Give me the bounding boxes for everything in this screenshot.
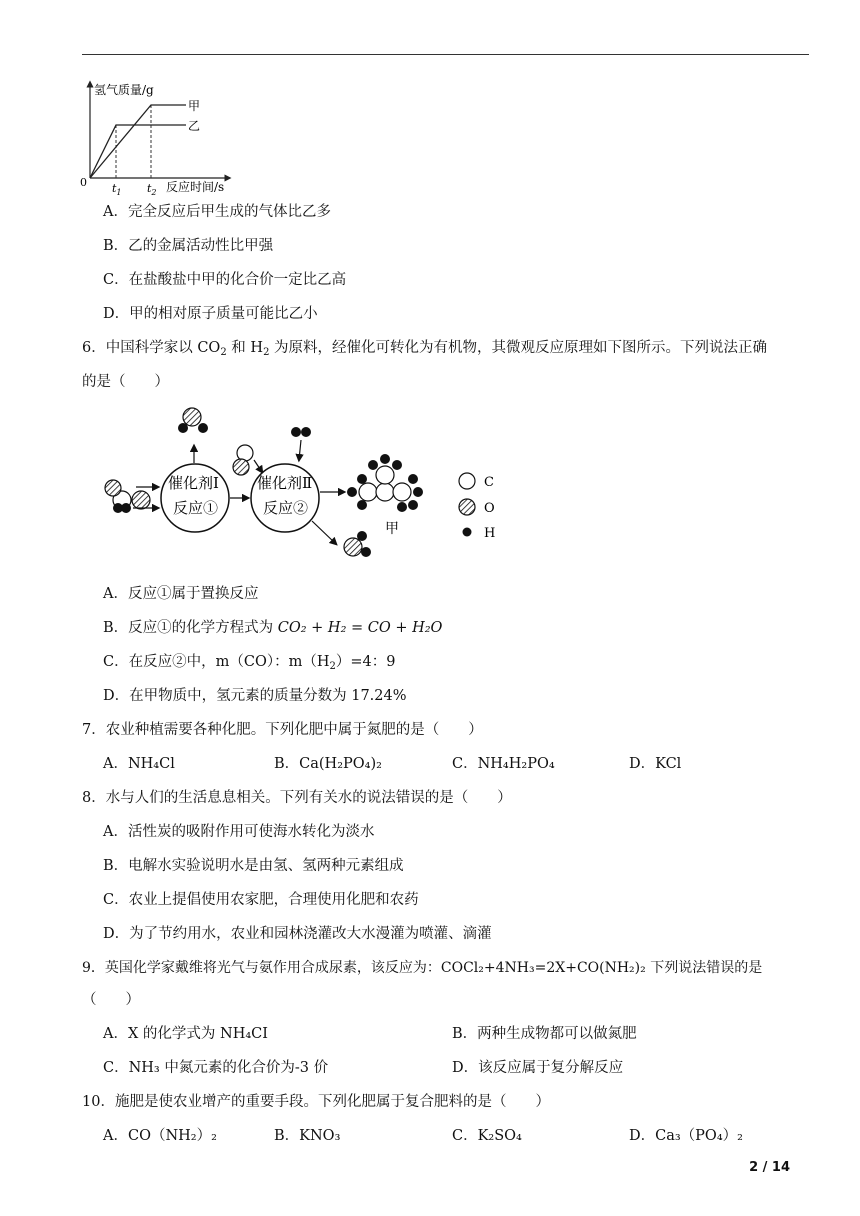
q7-option-b: B．Ca(H₂PO₄)₂ <box>274 756 382 772</box>
series-jia-label: 甲 <box>188 99 201 113</box>
q9-stem: 9．英国化学家戴维将光气与氨作用合成尿素，该反应为：COCl₂+4NH₃=2X+CO(NH₂)₂ 下列说法错误的是 <box>82 960 763 976</box>
q8-option-c: C．农业上提倡使用农家肥，合理使用化肥和农药 <box>103 892 419 908</box>
graph-origin: 0 <box>80 176 87 189</box>
product-molecule <box>347 454 423 512</box>
page-number: 2 / 14 <box>749 1160 790 1175</box>
graph-ylabel: 氢气质量/g <box>94 83 154 97</box>
h2-molecule-top <box>291 427 311 437</box>
co-intermediate <box>233 445 253 475</box>
co2-second <box>105 480 121 496</box>
q5-option-b: B．乙的金属活动性比甲强 <box>103 238 274 254</box>
q6-option-b-equation: CO₂ + H₂ = CO + H₂O <box>277 620 443 636</box>
series-jia-line <box>90 105 186 178</box>
reaction-1-label: 反应① <box>173 499 219 517</box>
q10-option-d: D．Ca₃（PO₄）₂ <box>629 1128 743 1144</box>
q5-option-d: D．甲的相对原子质量可能比乙小 <box>103 306 318 322</box>
product-label: 甲 <box>385 521 399 537</box>
q8-stem: 8．水与人们的生活息息相关。下列有关水的说法错误的是（ ） <box>82 790 512 806</box>
q6-option-d: D．在甲物质中，氢元素的质量分数为 17.24% <box>103 688 407 704</box>
q8-option-a: A．活性炭的吸附作用可使海水转化为淡水 <box>103 824 375 840</box>
series-yi-line <box>90 125 186 178</box>
catalyst-1-label: 催化剂Ⅰ <box>168 474 219 492</box>
q6-option-c: C．在反应②中，m（CO）：$m(H_2)=4$：9 <box>103 654 396 672</box>
q10-option-a: A．CO（NH₂）₂ <box>103 1128 217 1144</box>
legend-o-label: O <box>484 501 495 516</box>
q9-option-a: A．X 的化学式为 NH₄CI <box>103 1026 268 1042</box>
legend-h-swatch <box>463 528 472 537</box>
q8-option-d: D．为了节约用水，农业和园林浇灌改大水漫灌为喷灌、滴灌 <box>103 926 492 942</box>
t1-label: $t_1$ <box>112 182 122 197</box>
q7-option-d: D．KCl <box>629 756 682 772</box>
q10-option-c: C．K₂SO₄ <box>452 1128 522 1144</box>
graph-xlabel: 反应时间/s <box>166 180 225 194</box>
q7-option-a: A．NH₄Cl <box>103 756 175 772</box>
catalyst-2-label: 催化剂Ⅱ <box>257 474 313 492</box>
q6-stem-line2: 的是（ ） <box>82 374 169 390</box>
q9-option-b: B．两种生成物都可以做氮肥 <box>452 1026 637 1042</box>
q6-option-a: A．反应①属于置换反应 <box>103 586 259 602</box>
q7-stem: 7．农业种植需要各种化肥。下列化肥中属于氮肥的是（ ） <box>82 722 483 738</box>
q10-stem: 10．施肥是使农业增产的重要手段。下列化肥属于复合肥料的是（ ） <box>82 1094 550 1110</box>
reaction-mechanism-diagram <box>100 402 520 574</box>
t2-label: $t_2$ <box>147 182 157 197</box>
q10-option-b: B．KNO₃ <box>274 1128 341 1144</box>
header-rule <box>82 54 809 55</box>
hydrogen-mass-graph <box>78 78 248 198</box>
h2o-molecule-top <box>178 408 208 433</box>
q6-option-b: B．反应①的化学方程式为 CO₂ + H₂ = CO + H₂O <box>103 620 443 636</box>
q9-stem-line2: （ ） <box>82 992 140 1008</box>
legend-c-swatch <box>459 473 475 489</box>
q7-option-c: C．NH₄H₂PO₄ <box>452 756 555 772</box>
series-yi-label: 乙 <box>188 119 201 133</box>
q8-option-b: B．电解水实验说明水是由氢、氢两种元素组成 <box>103 858 404 874</box>
q5-option-c: C．在盐酸盐中甲的化合价一定比乙高 <box>103 272 347 288</box>
legend-h-label: H <box>484 526 496 541</box>
reaction-2-label: 反应② <box>263 499 309 517</box>
q6-stem-line1: 6．中国科学家以 $CO_2$ 和 $H_2$ 为原料，经催化可转化为有机物，其微观反应原理如下图所示。下列说法正确 <box>82 340 768 358</box>
legend-c-label: C <box>484 475 494 490</box>
h2o-molecule-bottom <box>344 531 371 557</box>
legend-o-swatch <box>459 499 475 515</box>
q9-option-c: C．NH₃ 中氮元素的化合价为-3 价 <box>103 1060 329 1076</box>
q5-option-a: A．完全反应后甲生成的气体比乙多 <box>103 204 331 220</box>
q9-option-d: D．该反应属于复分解反应 <box>452 1060 624 1076</box>
